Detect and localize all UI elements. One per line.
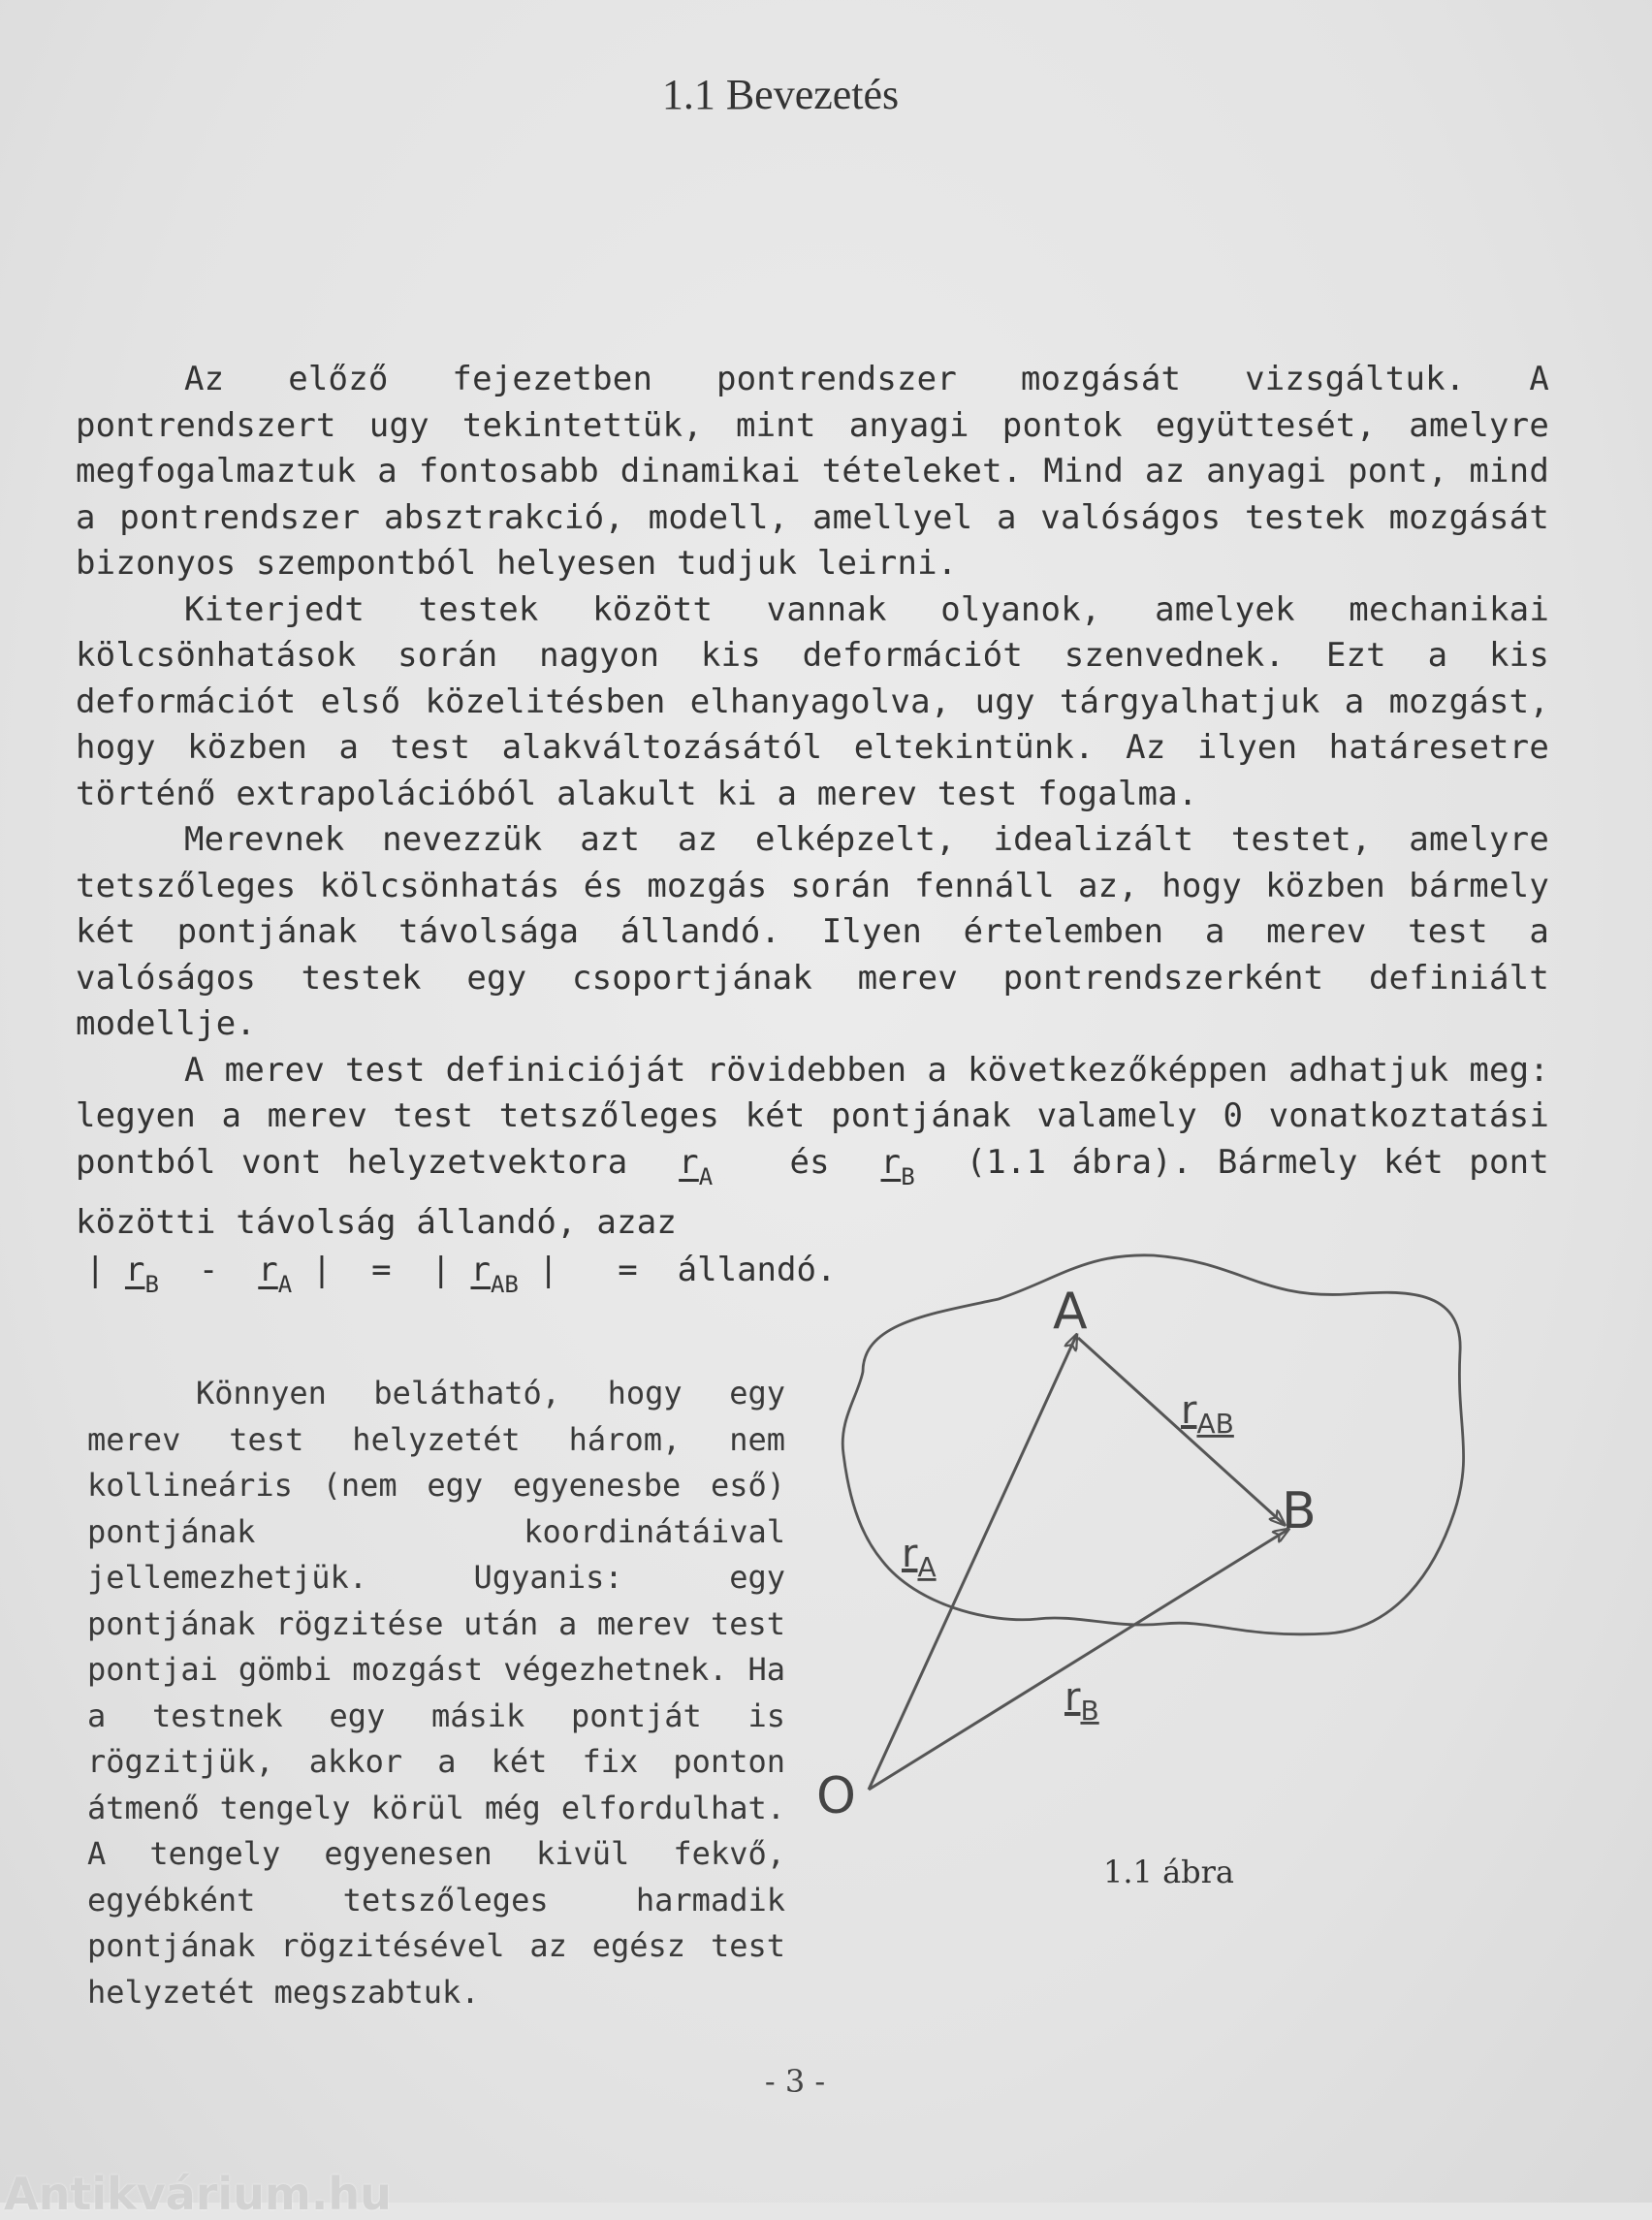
vector-r-symbol: r (880, 1142, 902, 1182)
distance-formula: | $r_B - r_A$ | = | $r_{AB}$ | = állandó. (85, 1251, 837, 1298)
figure-caption: 1.1 ábra (1103, 1854, 1234, 1890)
body-text (76, 357, 1549, 1247)
label-rB (1064, 1675, 1099, 1727)
paragraph-2: Kiterjedt testek között vannak olyanok, amelyek mechanikai kölcsönhatások során nagyon kis deformációt szenvednek. Ezt a kis deformációt első közelitésben elhanyagolva, ugy tárgyalhatjuk a mozgást, hogy közben a test alakváltozásától eltekintünk. Az ilyen határesetre történő extrapolációból alakult ki a merev test fogalma. (76, 589, 1549, 813)
label-sub-AB: AB (1196, 1408, 1234, 1440)
label-sub-B: B (1080, 1695, 1099, 1727)
figure-1-1 (805, 1241, 1503, 1842)
formula-r-symbol: r (258, 1251, 278, 1289)
vector-subscript-A: A (698, 1162, 714, 1190)
vector-r-symbol: r (679, 1142, 699, 1182)
paragraph-5: Könnyen belátható, hogy egy merev test helyzetét három, nem kollineáris (nem egy egyenesbe eső) pontjának koordinátáival jellemezhetjük. Ugyanis: egy pontjának rögzitése után a merev test pontjai gömbi mozgást végezhetnek. Ha a testnek egy másik pontját is rögzitjük, akkor a két fix ponton átmenő tengely körül még elfordulhat. A tengely egyenesen kivül fekvő, egyébként tetszőleges harmadik pontjának rögzitésével az egész test helyzetét megszabtuk. (87, 1375, 785, 2011)
formula-subscript-B: B (144, 1271, 159, 1298)
left-column-text (87, 1371, 785, 2015)
paragraph-4 (76, 1048, 1549, 1247)
vector-subscript-B: B (901, 1162, 915, 1190)
paragraph-4-continuation: (1.1 ábra). Bármely két pont közötti távolság állandó, azaz (76, 1142, 1549, 1242)
point-label-A: A (1053, 1283, 1088, 1341)
formula-equals: = (618, 1251, 638, 1289)
label-r: r (1064, 1675, 1081, 1720)
vector-rA (679, 1142, 714, 1190)
conjunction-es: és (789, 1142, 830, 1182)
formula-r-symbol: r (124, 1251, 145, 1289)
watermark-text: Antikvárium.hu (4, 2168, 392, 2220)
rigid-body-diagram (805, 1241, 1503, 1842)
paragraph-1: Az előző fejezetben pontrendszer mozgását vizsgáltuk. A pontrendszert ugy tekintettük, mint anyagi pontok együttesét, amelyre megfogalmaztuk a fontosabb dinamikai tételeket. Mind az anyagi pont, mind a pontrendszer absztrakció, modell, amellyel a valóságos testek mozgását bizonyos szempontból helyesen tudjuk leirni. (76, 360, 1549, 583)
formula-result: állandó. (677, 1251, 837, 1289)
vector-rA-arrow (869, 1336, 1076, 1790)
label-rA (902, 1532, 937, 1583)
page-title: 1.1 Bevezetés (661, 71, 900, 118)
vector-rB (880, 1142, 915, 1190)
paragraph-3: Merevnek nevezzük azt az elképzelt, idealizált testet, amelyre tetszőleges kölcsönhatás és mozgás során fennáll az, hogy közben bármely két pontjának távolsága állandó. Ilyen értelemben a merev test a valóságos testek egy csoportjának merev pontrendszerként definiált modellje. (76, 820, 1549, 1043)
label-rAB (1181, 1388, 1234, 1440)
point-label-O: O (816, 1767, 856, 1825)
label-sub-A: A (917, 1551, 937, 1583)
page-number: - 3 - (764, 2063, 826, 2100)
formula-minus: - (198, 1251, 219, 1289)
label-r: r (902, 1532, 918, 1576)
formula-subscript-A: A (277, 1271, 293, 1298)
formula-equals: = (371, 1251, 392, 1289)
formula-subscript-AB: AB (490, 1271, 519, 1298)
paragraph-4-text: A merev test definicióját rövidebben a következőképpen adhatjuk meg: legyen a merev test tetszőleges két pontjának valamely 0 vonatkoztatási pontból vont helyzetvektora (76, 1050, 1549, 1182)
point-label-B: B (1282, 1482, 1317, 1540)
formula-r-symbol: r (470, 1251, 491, 1289)
label-r: r (1181, 1388, 1197, 1433)
